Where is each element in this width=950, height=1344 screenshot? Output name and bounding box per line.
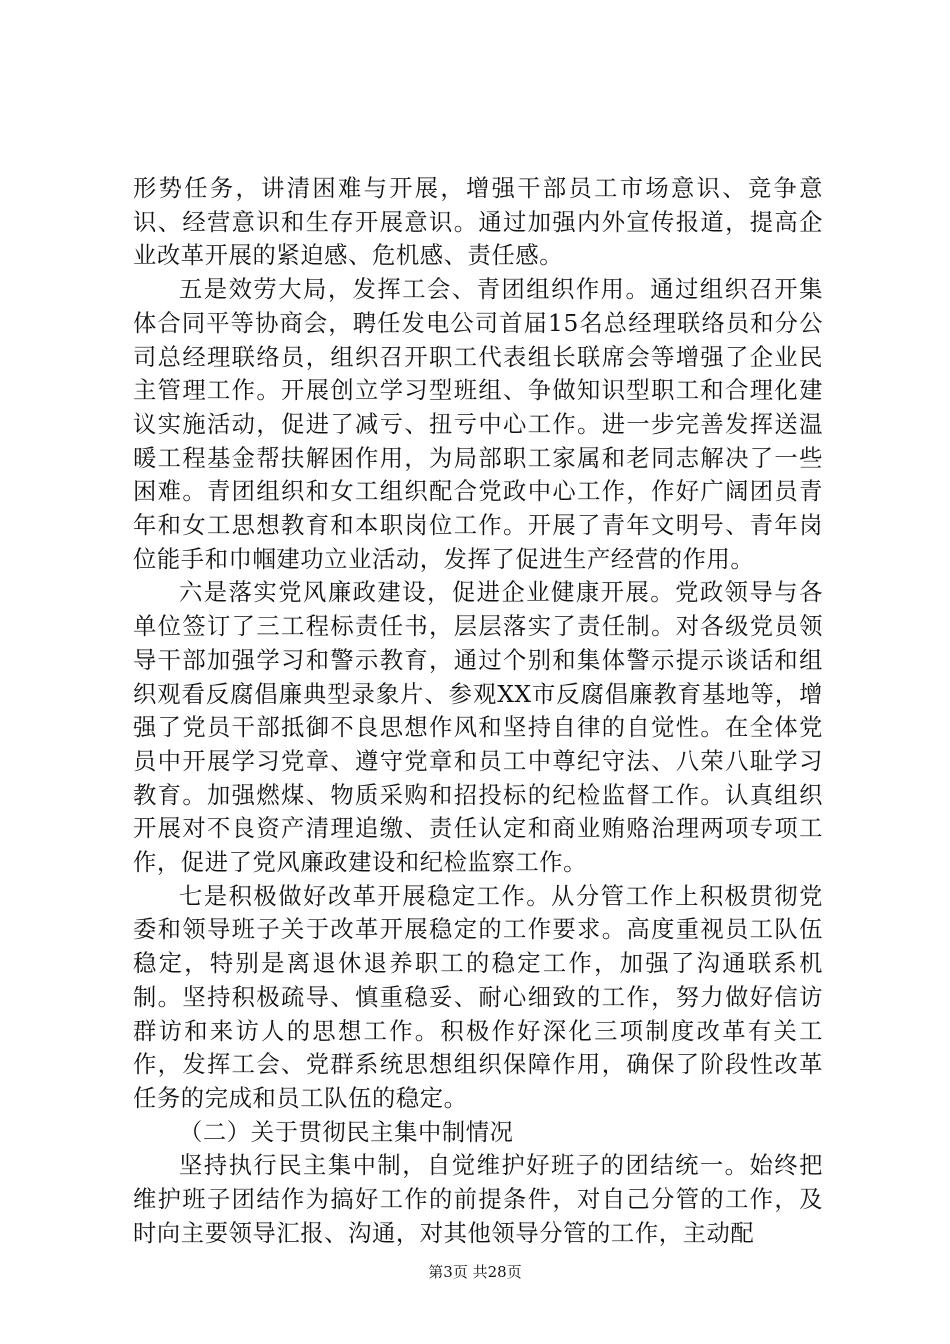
page-number-footer: 第3页 共28页: [428, 1263, 522, 1281]
paragraph-closing: 坚持执行民主集中制，自觉维护好班子的团结统一。始终把维护班子团结作为搞好工作的前提条件，对自己分管的工作，及时向主要领导汇报、沟通，对其他领导分管的工作，主动配: [133, 1152, 823, 1247]
paragraph-five: 五是效劳大局，发挥工会、青团组织作用。通过组织召开集体合同平等协商会，聘任发电公司首届15名总经理联络员和分公司总经理联络员，组织召开职工代表组长联席会等增强了企业民主管理工作。开展创立学习型班组、争做知识型职工和合理化建议实施活动，促进了减亏、扭亏中心工作。进一步完善发挥送温暖工程基金帮扶解困作用，为局部职工家属和老同志解决了一些困难。青团组织和女工组织配合党政中心工作，作好广阔团员青年和女工思想教育和本职岗位工作。开展了青年文明号、青年岗位能手和巾帼建功立业活动，发挥了促进生产经营的作用。: [133, 276, 823, 573]
paragraph-seven: 七是积极做好改革开展稳定工作。从分管工作上积极贯彻党委和领导班子关于改革开展稳定的工作要求。高度重视员工队伍稳定，特别是离退休退养职工的稳定工作，加强了沟通联系机制。坚持积极疏导、慎重稳妥、耐心细致的工作，努力做好信访群访和来访人的思想工作。积极作好深化三项制度改革有关工作，发挥工会、党群系统思想组织保障作用，确保了阶段性改革任务的完成和员工队伍的稳定。: [133, 882, 823, 1112]
paragraph-continuation: 形势任务，讲清困难与开展，增强干部员工市场意识、竞争意识、经营意识和生存开展意识。通过加强内外宣传报道，提高企业改革开展的紧迫感、危机感、责任感。: [133, 175, 823, 270]
paragraph-six: 六是落实党风廉政建设，促进企业健康开展。党政领导与各单位签订了三工程标责任书，层层落实了责任制。对各级党员领导干部加强学习和警示教育，通过个别和集体警示提示谈话和组织观看反腐倡廉典型录象片、参观XX市反腐倡廉教育基地等，增强了党员干部抵御不良思想作风和坚持自律的自觉性。在全体党员中开展学习党章、遵守党章和员工中尊纪守法、八荣八耻学习教育。加强燃煤、物质采购和招投标的纪检监督工作。认真组织开展对不良资产清理追缴、责任认定和商业贿赂治理两项专项工作，促进了党风廉政建设和纪检监察工作。: [133, 579, 823, 877]
document-body: [133, 172, 823, 1251]
section-heading: （二）关于贯彻民主集中制情况: [179, 1118, 514, 1146]
